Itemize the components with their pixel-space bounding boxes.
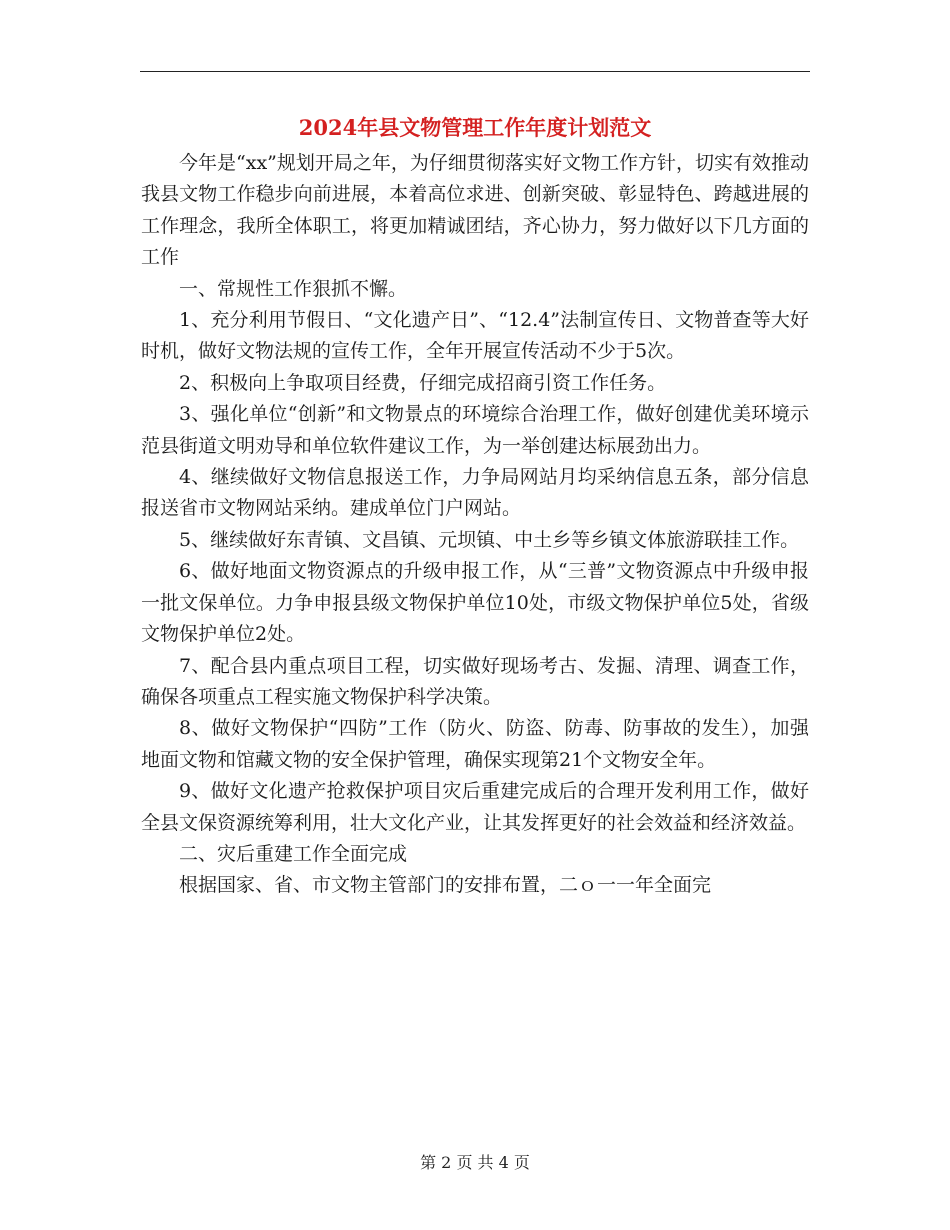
list-item: 2、积极向上争取项目经费，仔细完成招商引资工作任务。 <box>179 371 667 394</box>
paragraph: 根据国家、省、市文物主管部门的安排布置，二ｏ一一年全面完 <box>179 874 712 897</box>
list-item: 9、做好文化遗产抢救保护项目灾后重建完成后的合理开发利用工作，做好全县文保资源统筹利用，壮大文化产业，让其发挥更好的社会效益和经济效益。 <box>141 780 809 834</box>
list-item: 3、强化单位“创新”和文物景点的环境综合治理工作，做好创建优美环境示范县街道文明劝导和单位软件建议工作，为一举创建达标展劲出力。 <box>141 403 809 457</box>
section-heading: 二、灾后重建工作全面完成 <box>179 842 408 865</box>
section-heading: 一、常规性工作狠抓不懈。 <box>179 277 408 300</box>
list-item: 4、继续做好文物信息报送工作，力争局网站月均采纳信息五条，部分信息报送省市文物网站采纳。建成单位门户网站。 <box>141 466 809 520</box>
document-body <box>141 148 809 902</box>
list-item: 5、继续做好东青镇、文昌镇、元坝镇、中土乡等乡镇文体旅游联挂工作。 <box>179 528 800 551</box>
page-footer: 第 2 页 共 4 页 <box>420 1153 530 1172</box>
list-item: 1、充分利用节假日、“文化遗产日”、“12.4”法制宣传日、文物普查等大好时机，做好文物法规的宣传工作，全年开展宣传活动不少于5次。 <box>141 309 809 363</box>
paragraph: 今年是“xx”规划开局之年，为仔细贯彻落实好文物工作方针，切实有效推动我县文物工作稳步向前进展，本着高位求进、创新突破、彰显特色、跨越进展的工作理念，我所全体职工，将更加精诚团结，齐心协力，努力做好以下几方面的工作 <box>141 152 809 269</box>
header-rule <box>140 71 810 72</box>
list-item: 6、做好地面文物资源点的升级申报工作，从“三普”文物资源点中升级申报一批文保单位。力争申报县级文物保护单位10处，市级文物保护单位5处，省级文物保护单位2处。 <box>141 560 809 646</box>
list-item: 7、配合县内重点项目工程，切实做好现场考古、发掘、清理、调查工作，确保各项重点工程实施文物保护科学决策。 <box>141 654 809 708</box>
list-item: 8、做好文物保护“四防”工作（防火、防盗、防毒、防事故的发生），加强地面文物和馆藏文物的安全保护管理，确保实现第21个文物安全年。 <box>141 717 809 771</box>
document-title: 2024年县文物管理工作年度计划范文 <box>298 115 652 140</box>
